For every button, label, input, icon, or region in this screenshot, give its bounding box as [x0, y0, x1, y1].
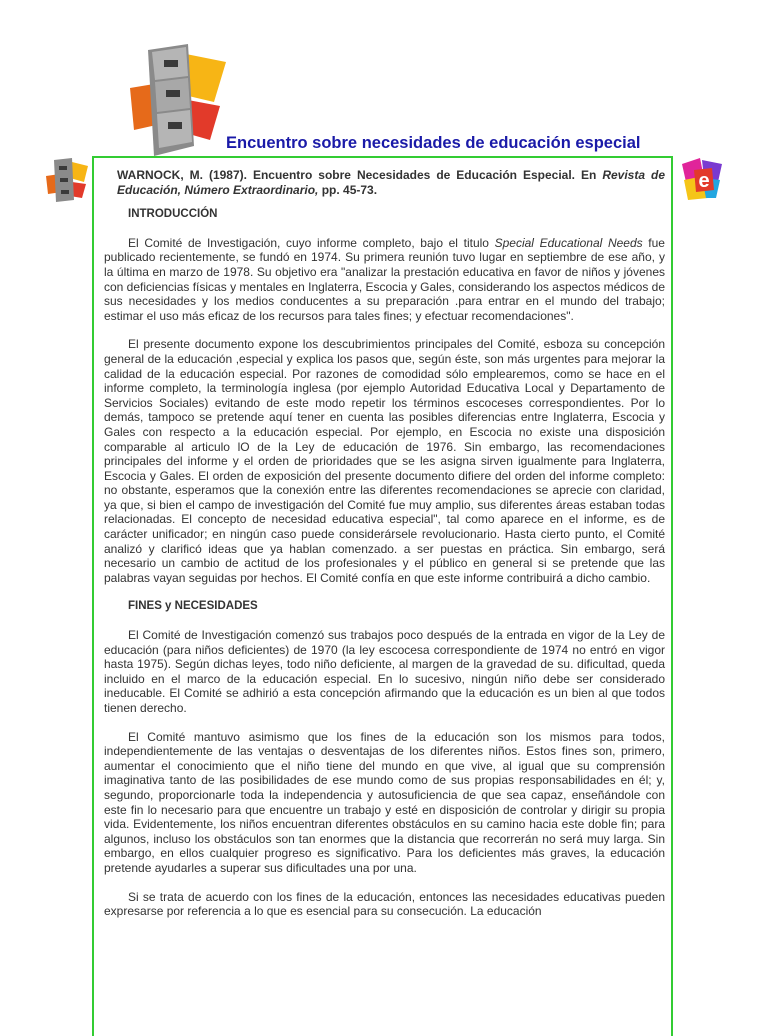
- section-heading-fines-necesidades: FINES y NECESIDADES: [128, 600, 258, 613]
- paragraph: [104, 236, 665, 324]
- filing-cabinet-logo-icon: [130, 44, 226, 156]
- section-heading-introduccion: INTRODUCCIÓN: [128, 208, 218, 221]
- citation: [117, 168, 665, 197]
- svg-text:e: e: [698, 170, 710, 192]
- citation-pages: pp. 45-73.: [318, 182, 378, 197]
- paragraph: Si se trata de acuerdo con los fines de la educación, entonces las necesidades educativas pueden expresarse por referencia a lo que es esencial para su consecución. La educación: [104, 889, 665, 919]
- paragraph-text: fue publicado recientemente, se fundó en 1974. Su primera reunión tuvo lugar en septiembre de ese año, y la última en marzo de 1978. Su objetivo era "analizar la prestación educativa en favor de niños y jóvenes con deficiencias físicas y mentales en Inglaterra, Escocia y Gales, considerando los aspectos médicos de sus necesidades y los medios conducentes a su preparación .para entrar en el mundo del trabajo; estimar el uso más eficaz de los recursos para tales fines; y efectuar recomendaciones".: [104, 235, 665, 323]
- paragraph: El Comité mantuvo asimismo que los fines de la educación son los mismos para todos, independientemente de las ventajas o desventajas de los diferentes niños. Estos fines son, primero, aumentar el conocimiento que el niño tiene del mundo en que vive, al igual que su comprensión imaginativa tanto de las posibilidades de ese mundo como de sus propias responsabilidades en él; y, segundo, proporcionarle toda la independencia y autosuficiencia de que sea capaz, enseñándole con este fin lo necesario para que encuentre un trabajo y esté en disposición de controlar y dirigir su propia vida. Evidentemente, los niños encuentran diferentes obstáculos en su camino hacia este doble fin; para algunos, incluso los obstáculos son tan enormes que la distancia que recorrerán no será muy larga. Sin embargo, en ellos cualquier progreso es significativo. Para los deficientes más graves, la educación pretende ayudarles a superar sus dificultades una por una.: [104, 729, 665, 875]
- document-body: [104, 168, 665, 933]
- paragraph: El presente documento expone los descubrimientos principales del Comité, esboza su concepción general de la educación ,especial y explica los pasos que, según éste, son más urgentes para mejorar la calidad de la educación especial. Por razones de comodidad sólo emplearemos, como se hace en el informe completo, la terminología inglesa (por ejemplo Autoridad Educativa Local y Departamento de Servicios Sociales) evitando de este modo repetir los términos escoceses correspondientes. Por lo demás, tampoco se pretende aquí tener en cuenta las posibles diferencias entre Inglaterra, Escocia y Gales con respecto a la educación especial. Por ejemplo, en Escocia no existe una disposición comparable al articulo lO de la Ley de educación de 1976. Sin embargo, las recomendaciones principales del informe y el orden de prioridades que se les asigna sirven igualmente para Inglaterra, Escocia y Gales. El orden de exposición del presente documento difiere del orden del informe completo: no obstante, esperamos que la conexión entre las diferentes recomendaciones se aprecie con claridad, ya que, si bien el campo de investigación del Comité fue muy amplio, sus diferentes áreas estaban todas relacionadas. El concepto de necesidad educativa especial", tal como aparece en el informe, es de carácter unificador; en ningún caso puede considerársele revolucionario. Hasta cierto punto, el Comité analizó y clarificó ideas que ya hablan comenzado. a ser puestas en práctica. Sin embargo, será necesario un cambio de actitud de los profesionales y el público en general si se pretende que las palabras vayan seguidas por hechos. El Comité confía en que este informe contribuirá a dicho cambio.: [104, 337, 665, 585]
- citation-journal: Revista de Educación, Número Extraordinario,: [117, 168, 666, 197]
- report-title: Special Educational Needs: [494, 235, 643, 250]
- page-title: Encuentro sobre necesidades de educación especial: [226, 134, 641, 152]
- paragraph: El Comité de Investigación comenzó sus trabajos poco después de la entrada en vigor de la Ley de educación (para niños deficientes) de 1970 (la ley escocesa correspondiente de 1974 no entró en vigor hasta 1975). Según dichas leyes, todo niño deficiente, al margen de la gravedad de su. dificultad, queda incluido en el marco de la educación especial. En lo sucesivo, ningún niño debe ser considerado ineducable. El Comité se adhirió a esta concepción afirmando que la educación es un bien al que todos tienen derecho.: [104, 628, 665, 715]
- citation-authors: WARNOCK, M. (1987). Encuentro sobre Necesidades de Educación Especial. En: [117, 168, 597, 182]
- colorful-e-logo-icon: [680, 158, 724, 200]
- filing-cabinet-small-icon: [46, 158, 88, 202]
- paragraph-text: El Comité de Investigación, cuyo informe completo, bajo el titulo: [128, 235, 495, 250]
